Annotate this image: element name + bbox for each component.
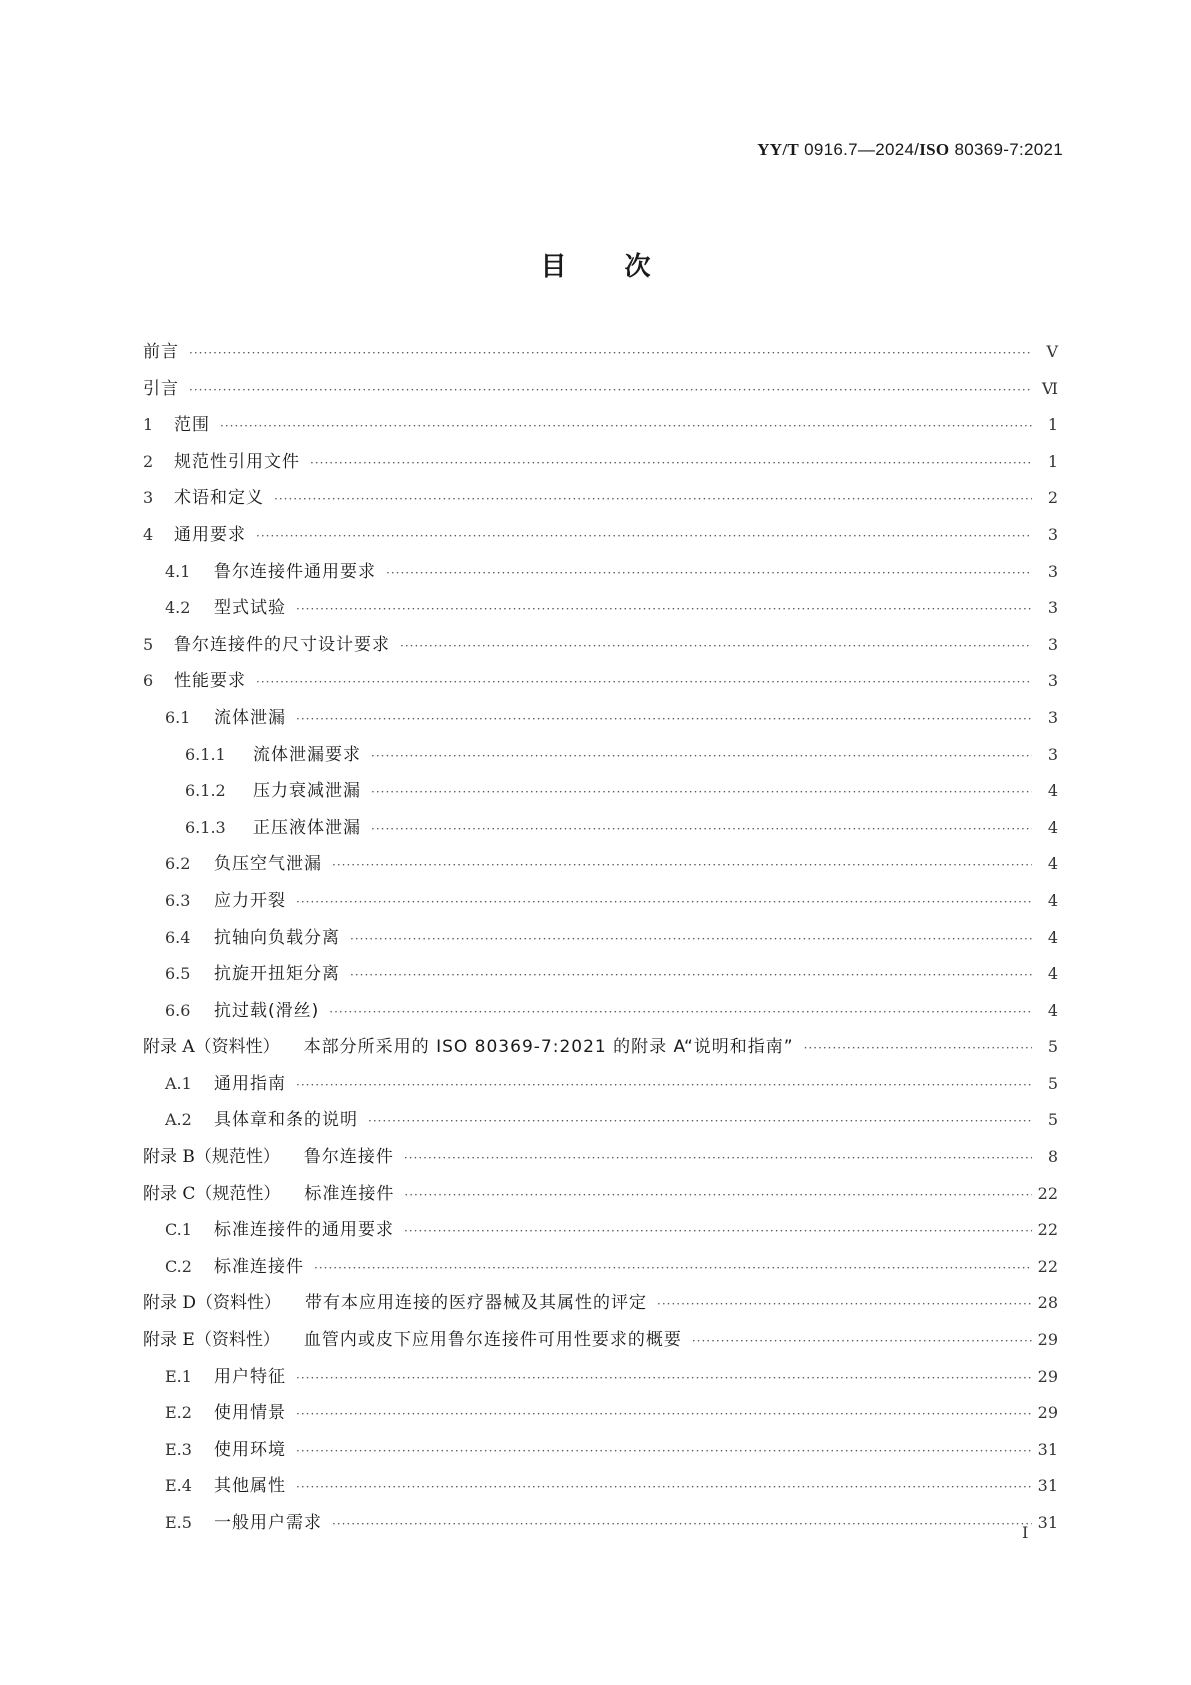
toc-entry-number: E.5 [165, 1513, 192, 1532]
toc-entry-6-1[interactable] [143, 703, 1058, 740]
dot-leader [296, 1371, 1032, 1385]
toc-entry-number: E.4 [165, 1476, 192, 1496]
toc-entry-title: 鲁尔连接件的尺寸设计要求 [174, 634, 390, 655]
dot-leader [371, 749, 1032, 763]
toc-entry-title: 型式试验 [214, 598, 286, 619]
standard-prefix: YY/T [757, 140, 800, 159]
toc-entry-page: 4 [1047, 964, 1058, 984]
dot-leader [220, 419, 1032, 433]
toc-entry-title: 使用环境 [214, 1439, 286, 1460]
toc-annex-label: 附录 A（资料性） [143, 1037, 280, 1058]
toc-entry-title: 流体泄漏要求 [253, 744, 361, 765]
toc-entry-title: 负压空气泄漏 [214, 854, 322, 875]
toc-entry-number: A.1 [165, 1073, 192, 1093]
toc-entry-title: 术语和定义 [174, 488, 264, 509]
dot-leader [189, 383, 1032, 397]
dot-leader [314, 1261, 1032, 1275]
dot-leader [404, 1224, 1032, 1238]
toc-entry-6-1-3[interactable] [143, 813, 1058, 850]
iso-prefix: ISO [919, 140, 950, 159]
toc-entry-6-5[interactable] [143, 959, 1058, 996]
toc-entry-title: 正压液体泄漏 [253, 817, 361, 838]
toc-entry-page: 3 [1047, 634, 1058, 654]
standard-code-header [757, 140, 1063, 160]
toc-entry-page: 3 [1047, 561, 1058, 581]
toc-entry-title: 一般用户需求 [214, 1513, 322, 1533]
toc-entry-title: 抗旋开扭矩分离 [214, 964, 340, 985]
toc-entry-number: 6.1.3 [185, 817, 226, 837]
toc-annex-label: 附录 B（规范性） [143, 1147, 280, 1168]
toc-entry-title: 通用指南 [214, 1073, 286, 1094]
toc-entry-title: 用户特征 [214, 1366, 286, 1387]
toc-entry-page: 22 [1037, 1220, 1058, 1240]
toc-entry-title: 具体章和条的说明 [214, 1110, 358, 1131]
page-number: Ⅰ [1022, 1523, 1029, 1542]
toc-entry-number: 3 [143, 488, 154, 508]
toc-entry-number: 6 [143, 671, 154, 691]
dot-leader [296, 712, 1032, 726]
toc-entry-6-2[interactable] [143, 849, 1058, 886]
toc-entry-title: 标准连接件 [214, 1256, 304, 1277]
toc-entry-number: 6.5 [165, 964, 191, 984]
dot-leader [296, 895, 1032, 909]
dot-leader [256, 529, 1032, 543]
toc-entry-c-1[interactable] [143, 1215, 1058, 1252]
toc-entry-e-1[interactable] [143, 1362, 1058, 1399]
toc-entry-number: 6.2 [165, 854, 191, 874]
toc-entry-title: 前言 [143, 342, 179, 362]
dot-leader [332, 858, 1032, 872]
toc-entry-6-1-2[interactable] [143, 776, 1058, 813]
toc-entry-6-4[interactable] [143, 923, 1058, 960]
toc-annex-label: 附录 C（规范性） [143, 1183, 281, 1204]
toc-entry-title: 血管内或皮下应用鲁尔连接件可用性要求的概要 [303, 1330, 682, 1351]
dot-leader [657, 1297, 1032, 1311]
toc-entry-page: 1 [1047, 451, 1058, 471]
toc-entry-page: 4 [1047, 817, 1058, 837]
toc-entry-title: 鲁尔连接件 [303, 1147, 394, 1168]
toc-entry-page: 3 [1047, 707, 1058, 727]
toc-entry-page: 3 [1047, 598, 1058, 618]
toc-entry-page: 3 [1047, 744, 1058, 764]
dot-leader [296, 1444, 1032, 1458]
toc-entry-title: 规范性引用文件 [174, 451, 300, 472]
toc-entry-title: 本部分所采用的 ISO 80369-7:2021 的附录 A“说明和指南” [303, 1037, 794, 1058]
toc-entry-page: 2 [1047, 488, 1058, 508]
dot-leader [404, 1151, 1032, 1165]
toc-entry-foreword[interactable] [143, 337, 1058, 374]
toc-entry-e-2[interactable] [143, 1398, 1058, 1435]
toc-entry-title: 性能要求 [174, 671, 246, 692]
toc-entry-annex-c[interactable] [143, 1179, 1058, 1216]
dot-leader [386, 566, 1032, 580]
toc-entry-page: 22 [1037, 1183, 1058, 1203]
toc-entry-title: 抗轴向负载分离 [214, 927, 340, 948]
toc-entry-title: 其他属性 [214, 1476, 286, 1497]
toc-entry-number: C.2 [165, 1256, 192, 1276]
toc-entry-2[interactable] [143, 447, 1058, 484]
dot-leader [350, 932, 1032, 946]
toc-entry-page: 29 [1037, 1366, 1058, 1386]
page-title: 目次 [540, 252, 709, 282]
toc-entry-page: 31 [1037, 1513, 1058, 1532]
dot-leader [332, 1517, 1032, 1531]
dot-leader [189, 346, 1032, 360]
toc-entry-a-2[interactable] [143, 1105, 1058, 1142]
dot-leader [371, 822, 1032, 836]
toc-entry-page: 29 [1037, 1330, 1058, 1350]
toc-entry-3[interactable] [143, 483, 1058, 520]
toc-entry-6-3[interactable] [143, 886, 1058, 923]
toc-entry-number: 6.4 [165, 927, 191, 947]
toc-entry-page: 8 [1047, 1147, 1058, 1167]
dot-leader [310, 456, 1032, 470]
toc-entry-page: 29 [1037, 1403, 1058, 1423]
toc-entry-page: Ⅴ [1046, 342, 1058, 361]
iso-number: 80369-7:2021 [954, 140, 1063, 159]
toc-entry-number: 6.6 [165, 1000, 191, 1020]
toc-entry-page: 22 [1037, 1256, 1058, 1276]
toc-entry-page: 3 [1047, 524, 1058, 544]
toc-entry-6[interactable] [143, 666, 1058, 703]
standard-number: 0916.7—2024/ [804, 140, 920, 159]
toc-entry-number: C.1 [165, 1220, 192, 1240]
toc-entry-6-1-1[interactable] [143, 740, 1058, 777]
table-of-contents [143, 337, 1058, 1545]
toc-entry-page: 4 [1047, 781, 1058, 801]
toc-entry-6-6[interactable] [143, 996, 1058, 1033]
toc-entry-4-2[interactable] [143, 593, 1058, 630]
toc-entry-page: 31 [1037, 1476, 1058, 1496]
toc-entry-page: 4 [1047, 927, 1058, 947]
toc-entry-introduction[interactable] [143, 374, 1058, 411]
toc-entry-number: E.3 [165, 1439, 192, 1459]
toc-entry-title: 通用要求 [174, 524, 246, 545]
toc-entry-number: 6.1.2 [185, 781, 226, 801]
toc-entry-title: 引言 [143, 378, 179, 399]
toc-entry-title: 流体泄漏 [214, 707, 286, 728]
toc-entry-title: 使用情景 [214, 1403, 286, 1424]
dot-leader [296, 1407, 1032, 1421]
toc-entry-page: 5 [1047, 1073, 1058, 1093]
dot-leader [404, 1188, 1031, 1202]
toc-entry-annex-a[interactable] [143, 1032, 1058, 1069]
toc-entry-page: 4 [1047, 1000, 1058, 1020]
toc-entry-e-5[interactable] [143, 1508, 1058, 1545]
toc-entry-number: 1 [143, 415, 154, 435]
toc-entry-number: 6.3 [165, 890, 191, 910]
dot-leader [400, 639, 1032, 653]
toc-entry-page: 1 [1047, 415, 1058, 435]
toc-entry-a-1[interactable] [143, 1069, 1058, 1106]
dot-leader [368, 1114, 1032, 1128]
toc-entry-page: 4 [1047, 854, 1058, 874]
toc-entry-page: 31 [1037, 1439, 1058, 1459]
dot-leader [350, 968, 1032, 982]
dot-leader [274, 492, 1032, 506]
dot-leader [329, 1005, 1032, 1019]
toc-entry-number: A.2 [165, 1110, 192, 1130]
toc-entry-number: 4.1 [165, 561, 191, 581]
toc-entry-1[interactable] [143, 410, 1058, 447]
toc-entry-page: Ⅵ [1041, 378, 1058, 398]
toc-annex-label: 附录 D（资料性） [143, 1293, 282, 1314]
dot-leader [296, 1480, 1032, 1494]
toc-entry-title: 鲁尔连接件通用要求 [214, 561, 376, 582]
dot-leader [692, 1334, 1032, 1348]
dot-leader [804, 1041, 1032, 1055]
toc-entry-number: 4.2 [165, 598, 191, 618]
toc-entry-number: 5 [143, 634, 154, 654]
toc-entry-title: 抗过载(滑丝) [214, 1000, 320, 1021]
toc-entry-title: 应力开裂 [214, 890, 286, 911]
toc-entry-annex-e[interactable] [143, 1325, 1058, 1362]
toc-entry-e-3[interactable] [143, 1435, 1058, 1472]
toc-entry-page: 5 [1047, 1110, 1058, 1130]
toc-entry-title: 带有本应用连接的医疗器械及其属性的评定 [305, 1293, 648, 1314]
dot-leader [296, 602, 1032, 616]
toc-entry-annex-b[interactable] [143, 1142, 1058, 1179]
toc-entry-number: E.1 [165, 1366, 192, 1386]
toc-entry-number: E.2 [165, 1403, 192, 1423]
dot-leader [296, 1078, 1032, 1092]
toc-annex-label: 附录 E（资料性） [143, 1330, 280, 1351]
dot-leader [371, 785, 1032, 799]
toc-entry-number: 2 [143, 451, 154, 471]
toc-entry-annex-d[interactable] [143, 1288, 1058, 1325]
toc-entry-title: 标准连接件的通用要求 [214, 1220, 394, 1241]
toc-entry-number: 6.1.1 [185, 744, 226, 764]
toc-entry-c-2[interactable] [143, 1252, 1058, 1289]
toc-entry-title: 范围 [174, 415, 210, 436]
toc-entry-page: 4 [1047, 890, 1058, 910]
toc-entry-page: 28 [1037, 1293, 1058, 1313]
toc-entry-title: 标准连接件 [304, 1183, 395, 1204]
toc-entry-page: 5 [1047, 1037, 1058, 1057]
toc-entry-number: 6.1 [165, 707, 191, 727]
toc-entry-page: 3 [1047, 671, 1058, 691]
toc-entry-5[interactable] [143, 630, 1058, 667]
dot-leader [256, 675, 1032, 689]
toc-entry-4-1[interactable] [143, 557, 1058, 594]
toc-entry-e-4[interactable] [143, 1471, 1058, 1508]
toc-entry-number: 4 [143, 524, 154, 544]
toc-entry-4[interactable] [143, 520, 1058, 557]
toc-entry-title: 压力衰减泄漏 [253, 781, 361, 802]
